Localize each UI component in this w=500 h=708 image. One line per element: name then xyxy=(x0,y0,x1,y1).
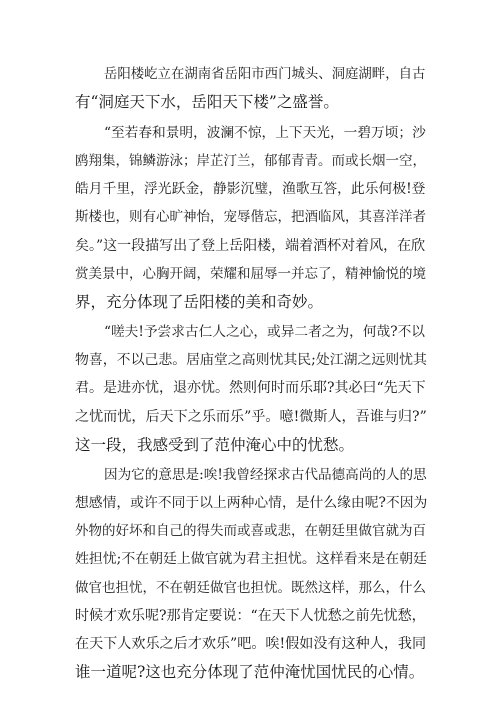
paragraph-3-line-5: 这一段，我感受到了范仲淹心中的忧愁。 xyxy=(75,436,355,454)
paragraph-2-line-4: 斯楼也，则有心旷神怡，宠辱偕忘，把酒临风，其喜洋洋者 xyxy=(75,209,426,225)
paragraph-4-line-3: 外物的好坏和自己的得失而或喜或悲，在朝廷里做官就为百 xyxy=(75,523,426,539)
paragraph-3-line-2: 物喜，不以己悲。居庙堂之高则忧其民;处江湖之远则忧其 xyxy=(75,352,427,368)
paragraph-3-line-3: 君。是进亦忧，退亦忧。然则何时而乐耶?其必曰“先天下 xyxy=(75,380,426,396)
paragraph-4-line-4: 姓担忧;不在朝廷上做官就为君主担忧。这样看来是在朝廷 xyxy=(75,551,427,567)
paragraph-2-line-6: 赏美景中，心胸开阔，荣耀和屈辱一并忘了，精神愉悦的境 xyxy=(75,266,426,282)
paragraph-4-line-8: 谁一道呢?这也充分体现了范仲淹忧国忧民的心情。 xyxy=(75,663,425,681)
paragraph-2-line-3: 皓月千里，浮光跃金，静影沉璧，渔歌互答，此乐何极!登 xyxy=(75,181,426,197)
paragraph-2-line-5: 矣。”这一段描写出了登上岳阳楼，端着酒杯对着风，在欣 xyxy=(75,238,426,254)
paragraph-3-line-1: “嗟夫!予尝求古仁人之心，或异二者之为，何哉?不以 xyxy=(104,324,425,340)
paragraph-2-line-2: 鸥翔集，锦鳞游泳；岸芷汀兰，郁郁青青。而或长烟一空， xyxy=(75,153,426,169)
paragraph-4-line-1: 因为它的意思是:唉!我曾经探求古代品德高尚的人的思 xyxy=(104,467,427,483)
paragraph-1-line-1: 岳阳楼屹立在湖南省岳阳市西门城头、洞庭湖畔，自古 xyxy=(104,67,426,82)
paragraph-4-line-5: 做官也担忧，不在朝廷做官也担忧。既然这样，那么，什么 xyxy=(75,580,426,596)
paragraph-1-line-2: 有“洞庭天下水，岳阳天下楼”之盛誉。 xyxy=(75,93,339,111)
paragraph-4-line-2: 想感情，或许不同于以上两种心情，是什么缘由呢?不因为 xyxy=(75,495,428,511)
paragraph-2-line-7: 界，充分体现了岳阳楼的美和奇妙。 xyxy=(75,293,324,311)
paragraph-4-line-7: 在天下人欢乐之后才欢乐”吧。唉!假如没有这种人，我同 xyxy=(75,636,427,652)
paragraph-4-line-6: 时候才欢乐呢?那肯定要说：“在天下人忧愁之前先忧愁， xyxy=(75,608,426,624)
paragraph-2-line-1: “至若春和景明，波澜不惊，上下天光，一碧万顷；沙 xyxy=(104,125,426,141)
paragraph-3-line-4: 之忧而忧，后天下之乐而乐”乎。噫!微斯人，吾谁与归?” xyxy=(75,409,427,425)
